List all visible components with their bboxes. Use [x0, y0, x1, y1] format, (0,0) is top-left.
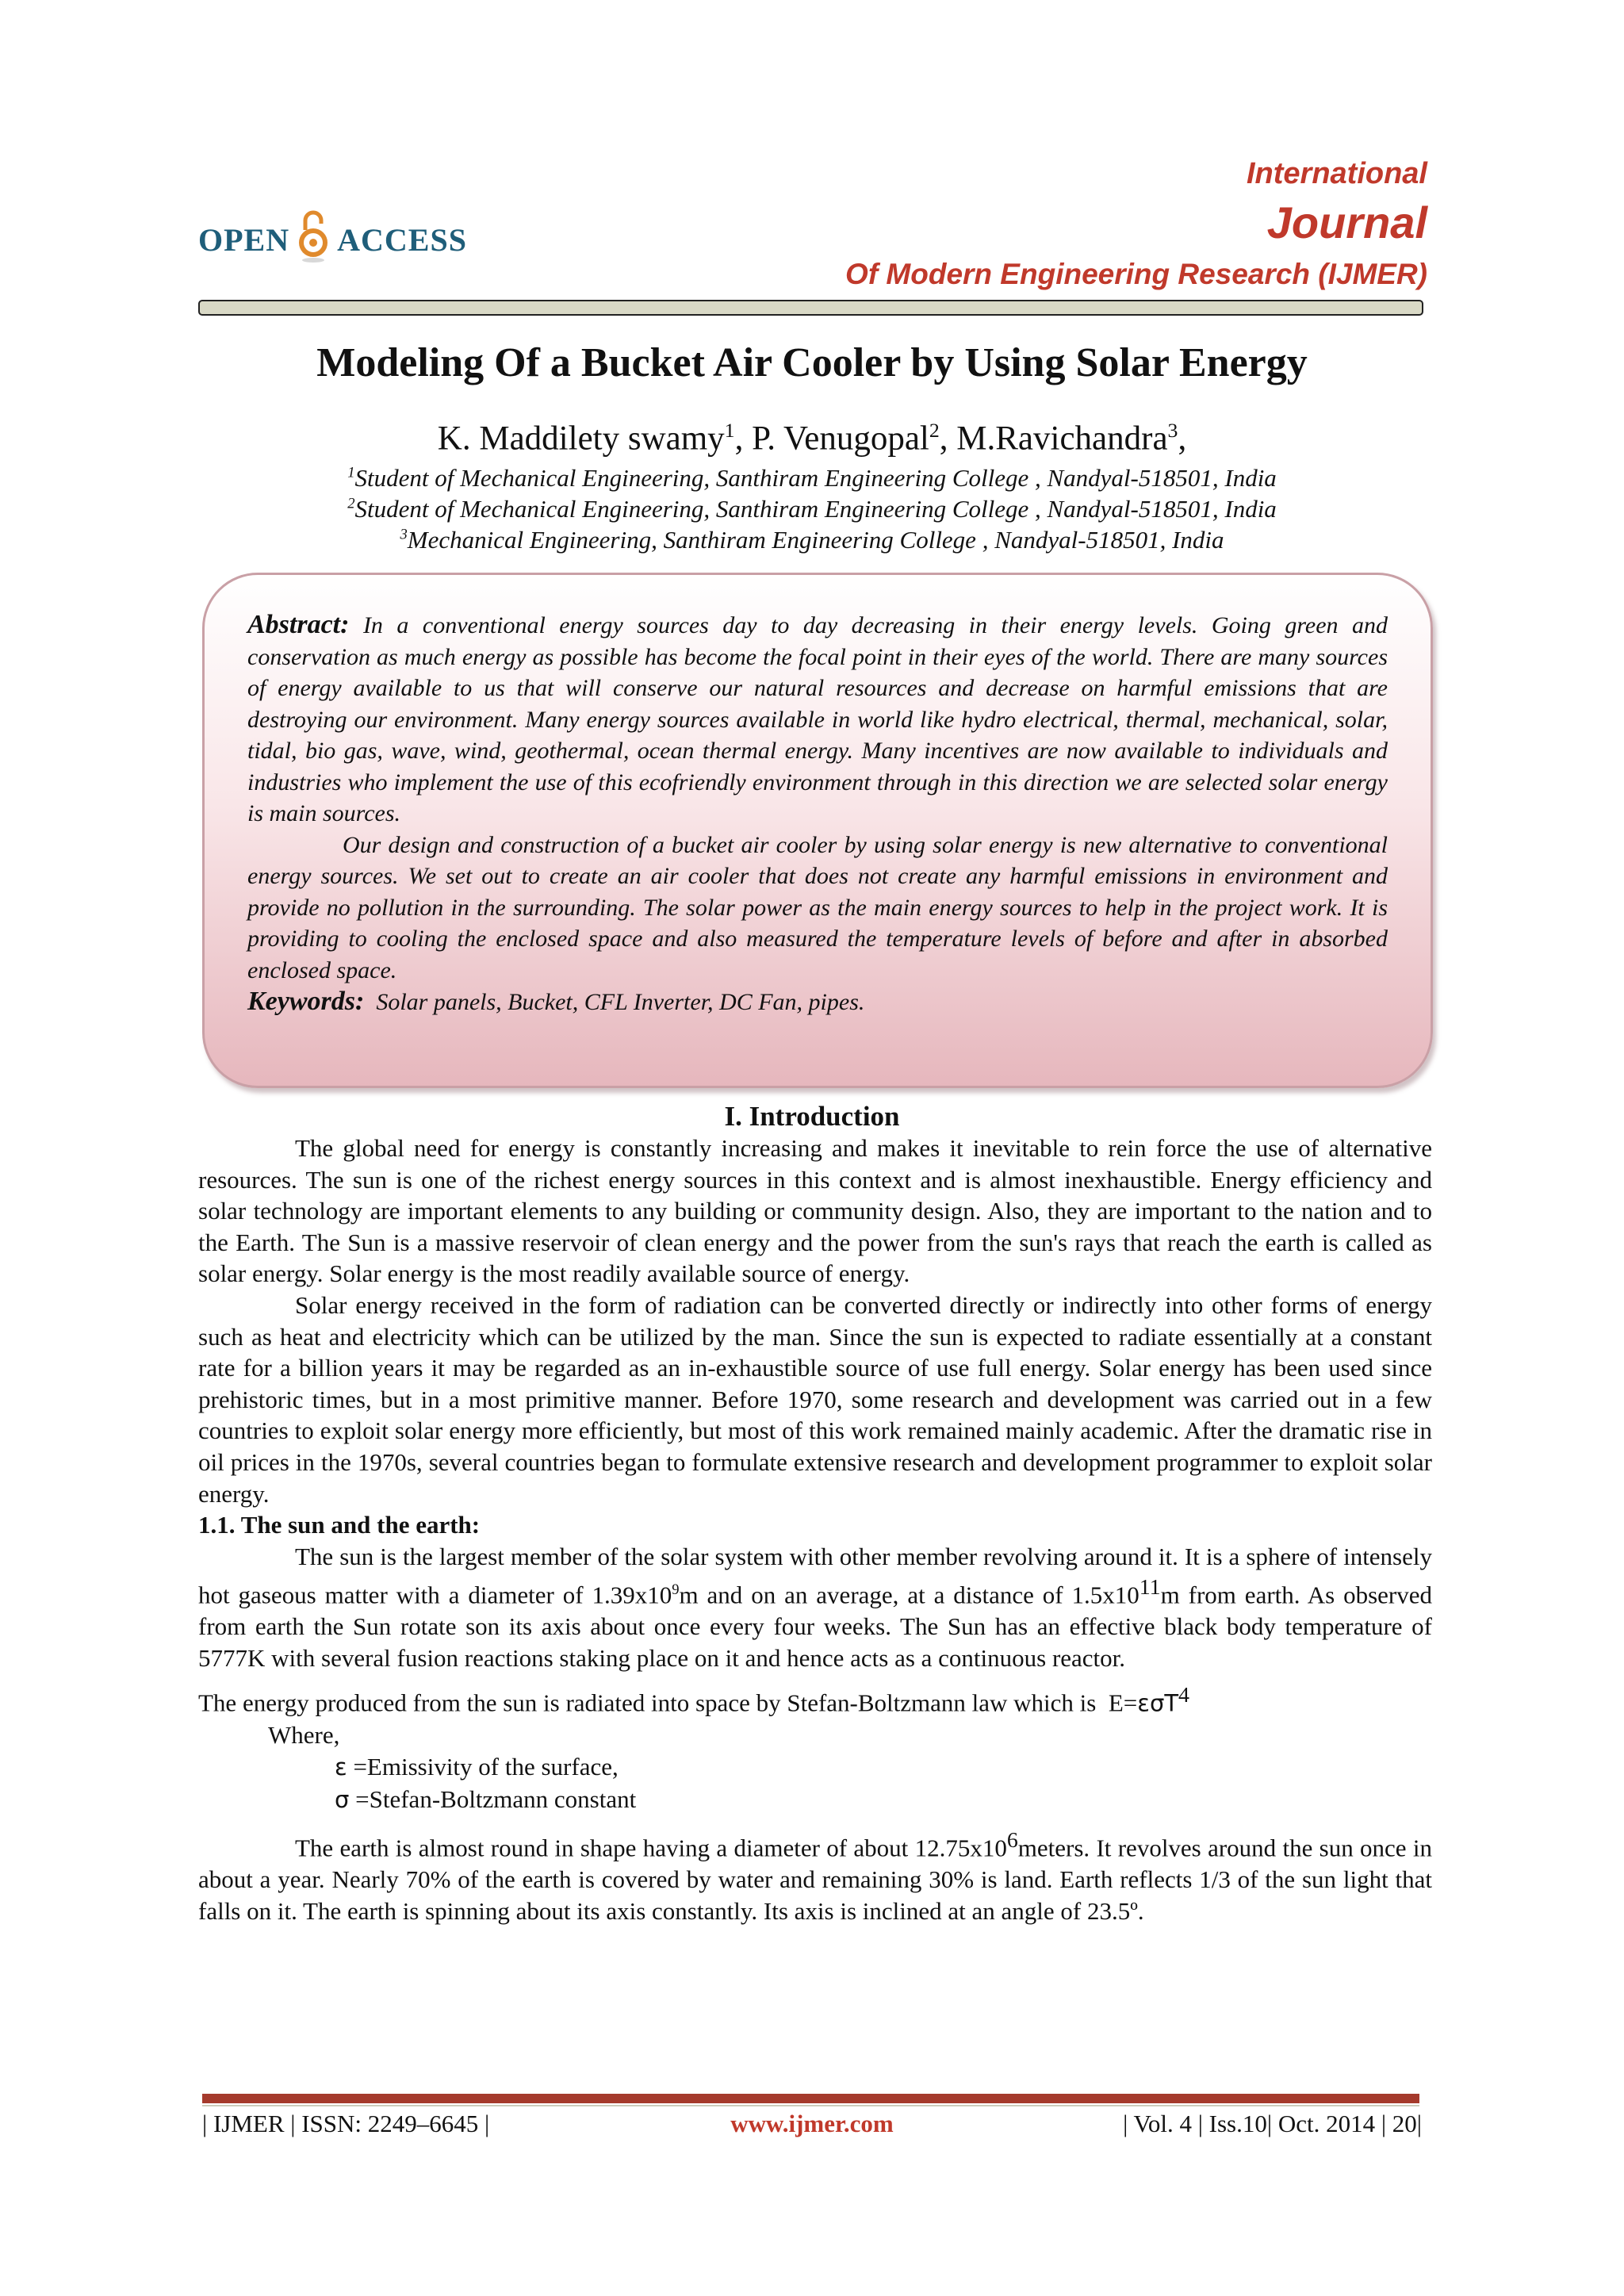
subsection-heading: 1.1. The sun and the earth: [198, 1511, 481, 1539]
p4-text-b: meters. It revolves around the sun once in about a year. Nearly 70% of the earth is covered by water and remaining 30% is land. Earth reflects 1/3 of the sun light that falls on it. The earth is spinning about its axis constantly. Its axis is inclined at an angle of 23.5º. [198, 1834, 1432, 1925]
affiliation [0, 495, 1624, 523]
equation-line [198, 1680, 1432, 1719]
p4-sup: 6 [1006, 1828, 1018, 1853]
affiliation-text: Student of Mechanical Engineering, Santhiram Engineering College , Nandyal-518501, India [354, 464, 1277, 492]
equation-intro: The energy produced from the sun is radiated into space by Stefan-Boltzmann law which is [198, 1688, 1097, 1717]
author-sup: 2 [929, 419, 940, 442]
affiliation-sup: 3 [400, 526, 408, 543]
keywords-text: Solar panels, Bucket, CFL Inverter, DC Fan, pipes. [376, 989, 865, 1015]
paper-title: Modeling Of a Bucket Air Cooler by Using Solar Energy [316, 340, 1308, 385]
open-access-logo [198, 208, 467, 271]
footer-divider-line [202, 2105, 1419, 2106]
footer-volume: | Vol. 4 | Iss.10| Oct. 2014 | 20| [1123, 2110, 1422, 2137]
author-sup: 3 [1167, 419, 1178, 442]
affiliation-sup: 2 [347, 495, 355, 512]
author-name: M.Ravichandra [956, 420, 1168, 458]
p3-text-b: m and on an average, at a distance of 1.5x10 [679, 1581, 1139, 1609]
intro-body [198, 1133, 1432, 1926]
def1-symbol: ε [335, 1753, 347, 1780]
intro-paragraph-2: Solar energy received in the form of radiation can be converted directly or indirectly into other forms of energy such as heat and electricity which can be utilized by the man. Since the sun is expected to radiate essentially at a constant rate for a billion years it may be regarded as an in-exhaustible source of use full energy. Solar energy has been used since prehistoric times, but in a most primitive manner. Before 1970, some research and development was carried out in a few countries to exploit solar energy more efficiently, but most of this work remained mainly academic. After the dramatic rise in oil prices in the 1970s, several countries began to formulate extensive research and development programmer to exploit solar energy. [198, 1290, 1432, 1508]
p4-text-a: The earth is almost round in shape having a diameter of about 12.75x10 [295, 1834, 1007, 1862]
author-sep: , [939, 420, 957, 458]
journal-name-line3: Of Modern Engineering Research (IJMER) [845, 258, 1427, 290]
affiliation-sup: 1 [347, 464, 355, 481]
equation-body: εσT [1137, 1689, 1179, 1717]
p3-sup-2: 11 [1139, 1575, 1161, 1600]
intro-paragraph-3 [198, 1541, 1432, 1674]
equation-sup: 4 [1178, 1683, 1189, 1708]
abstract [247, 609, 1388, 1018]
open-access-right: ACCESS [337, 221, 467, 258]
abstract-p2: Our design and construction of a bucket air cooler by using solar energy is new alternative to conventional energy sources. We set out to create an air cooler that does not create any harmful emissions in environment and provide no pollution in the surrounding. The solar power as the main energy sources to help in the project work. It is providing to cooling the enclosed space and also measured the temperature levels of before and after in absorbed enclosed space. [247, 831, 1388, 983]
footer-issn: | IJMER | ISSN: 2249–6645 | [202, 2110, 490, 2137]
where-label: Where, [268, 1721, 340, 1750]
affiliation [0, 526, 1624, 554]
author-sup: 1 [724, 419, 735, 442]
affiliation [0, 464, 1624, 493]
author-sep: , [734, 420, 753, 458]
section-heading: I. Introduction [724, 1101, 900, 1132]
equation-e: E= [1108, 1688, 1138, 1717]
def2-symbol: σ [335, 1785, 350, 1813]
keywords-label: Keywords: [247, 987, 365, 1016]
keywords-line [247, 986, 1388, 1018]
open-lock-icon [297, 208, 329, 271]
affiliation-text: Student of Mechanical Engineering, Santhiram Engineering College , Nandyal-518501, India [354, 495, 1277, 523]
intro-paragraph-4 [198, 1825, 1432, 1926]
p3-sup-1: 9 [672, 1581, 680, 1599]
abstract-label: Abstract: [247, 610, 350, 639]
intro-paragraph-1: The global need for energy is constantly increasing and makes it inevitable to rein force the use of alternative resources. The sun is one of the richest energy sources in this context and is almost inexhaustible. Energy efficiency and solar technology are important elements to any building or community design. Also, they are important to the nation and to the Earth. The Sun is a massive reservoir of clean energy and the power from the sun's rays that reach the earth is called as solar energy. Solar energy is the most readily available source of energy. [198, 1134, 1432, 1288]
p3-text-a: The sun is the largest member of the solar system with other member revolving around it. It is a sphere of intensely hot gaseous matter with a diameter of 1.39x10 [198, 1542, 1432, 1609]
affiliation-text: Mechanical Engineering, Santhiram Engineering College , Nandyal-518501, India [407, 526, 1224, 554]
definition-1 [198, 1751, 1432, 1784]
header-divider [198, 300, 1423, 316]
open-access-left: OPEN [198, 221, 290, 258]
footer-url: www.ijmer.com [730, 2110, 894, 2137]
abstract-p1: In a conventional energy sources day to day decreasing in their energy levels. Going green and conservation as much energy as possible has become the focal point in their eyes of the world. There are many sources of energy available to us that will conserve our natural resources and decrease on harmful emissions that are destroying our environment. Many energy sources available in world like hydro electrical, thermal, mechanical, solar, tidal, bio gas, wave, wind, geothermal, ocean thermal energy. Many incentives are now available to individuals and industries who implement the use of this ecofriendly environment through in this direction we are selected solar energy is main sources. [247, 612, 1388, 826]
footer-divider [202, 2094, 1419, 2103]
author-name: P. Venugopal [752, 420, 929, 458]
p3-text-c: m from earth. As observed from earth the Sun rotate son its axis about once every four weeks. The Sun has an effective black body temperature of 5777K with several fusion reactions staking place on it and hence acts as a continuous reactor. [198, 1581, 1432, 1672]
def2-text: =Stefan-Boltzmann constant [355, 1784, 637, 1813]
journal-name-line2: Journal [1266, 197, 1427, 247]
def1-text: =Emissivity of the surface, [353, 1752, 619, 1780]
abstract-paragraph [247, 609, 1388, 830]
author-sep: , [1178, 420, 1187, 458]
author-list [0, 419, 1624, 458]
definition-2 [198, 1784, 1432, 1816]
journal-name-line1: International [1246, 157, 1427, 190]
author-name: K. Maddilety swamy [437, 420, 725, 458]
